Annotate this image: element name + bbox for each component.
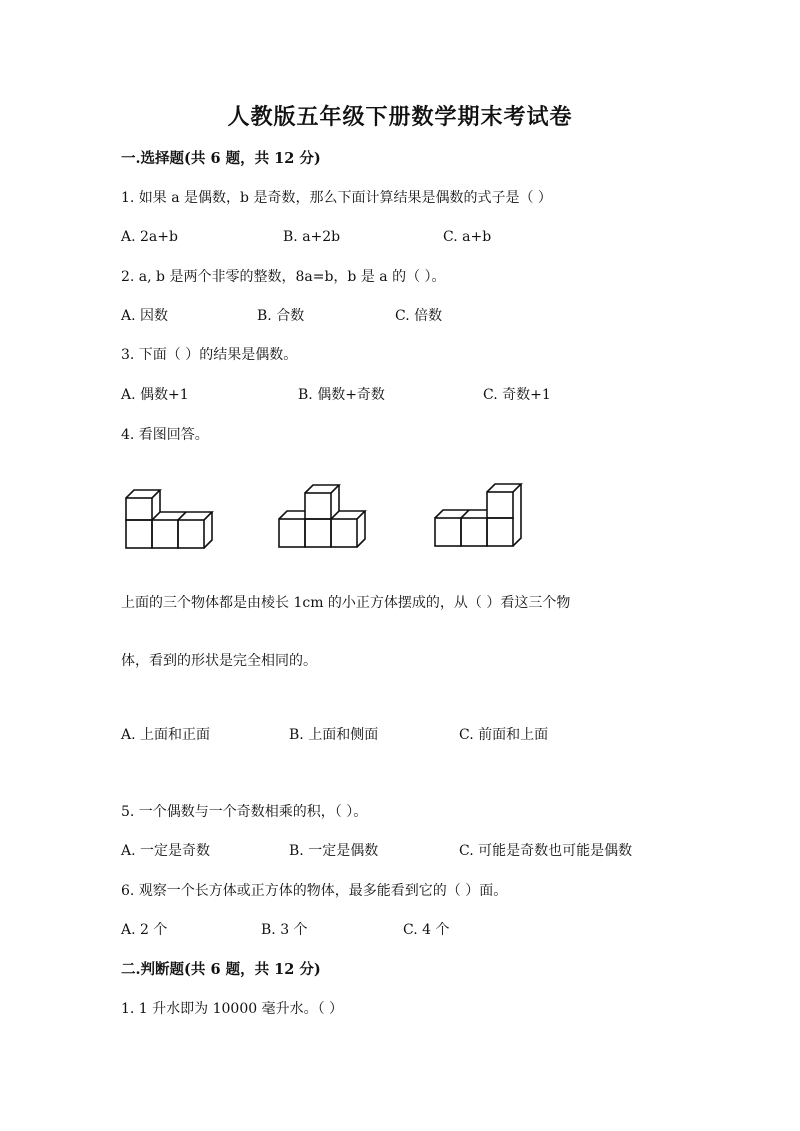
question-1-stem: 1. 如果 a 是偶数，b 是奇数，那么下面计算结果是偶数的式子是（ ）: [121, 190, 552, 206]
question-1-option-a: A. 2a+b: [121, 229, 178, 245]
cube-figure-3: [433, 480, 525, 550]
question-6-option-a: A. 2 个: [121, 922, 168, 938]
question-3-option-b: B. 偶数+奇数: [298, 387, 385, 403]
question-5-option-a: A. 一定是奇数: [121, 843, 211, 859]
question-3-stem: 3. 下面（ ）的结果是偶数。: [121, 347, 298, 363]
section-2-header: 二.判断题(共 6 题，共 12 分): [121, 961, 321, 978]
question-5-option-c: C. 可能是奇数也可能是偶数: [459, 843, 633, 859]
question-4-option-c: C. 前面和上面: [459, 727, 549, 743]
judgement-1-stem: 1. 1 升水即为 10000 毫升水。（ ）: [121, 1001, 344, 1017]
question-4-stem: 4. 看图回答。: [121, 427, 209, 443]
question-4-text-line-1: 上面的三个物体都是由棱长 1cm 的小正方体摆成的，从（ ）看这三个物: [121, 595, 571, 611]
question-2-stem: 2. a, b 是两个非零的整数，8a=b，b 是 a 的（ ）。: [121, 269, 446, 285]
question-3-option-c: C. 奇数+1: [483, 387, 551, 403]
question-6-stem: 6. 观察一个长方体或正方体的物体，最多能看到它的（ ）面。: [121, 883, 508, 899]
section-1-header: 一.选择题(共 6 题，共 12 分): [121, 150, 321, 167]
question-6-option-b: B. 3 个: [261, 922, 308, 938]
question-1-option-b: B. a+2b: [283, 229, 341, 245]
cube-figure-1: [124, 486, 216, 552]
question-5-option-b: B. 一定是偶数: [289, 843, 379, 859]
question-6-option-c: C. 4 个: [403, 922, 450, 938]
question-3-option-a: A. 偶数+1: [121, 387, 189, 403]
question-4-option-a: A. 上面和正面: [121, 727, 211, 743]
question-4-option-b: B. 上面和侧面: [289, 727, 379, 743]
question-1-option-c: C. a+b: [443, 229, 492, 245]
question-2-option-a: A. 因数: [121, 308, 169, 324]
cube-figure-2: [277, 481, 369, 551]
question-2-option-c: C. 倍数: [395, 308, 443, 324]
question-4-text-line-2: 体，看到的形状是完全相同的。: [121, 653, 317, 669]
page-title: 人教版五年级下册数学期末考试卷: [227, 104, 573, 130]
question-2-option-b: B. 合数: [257, 308, 305, 324]
question-5-stem: 5. 一个偶数与一个奇数相乘的积，（ ）。: [121, 804, 368, 820]
